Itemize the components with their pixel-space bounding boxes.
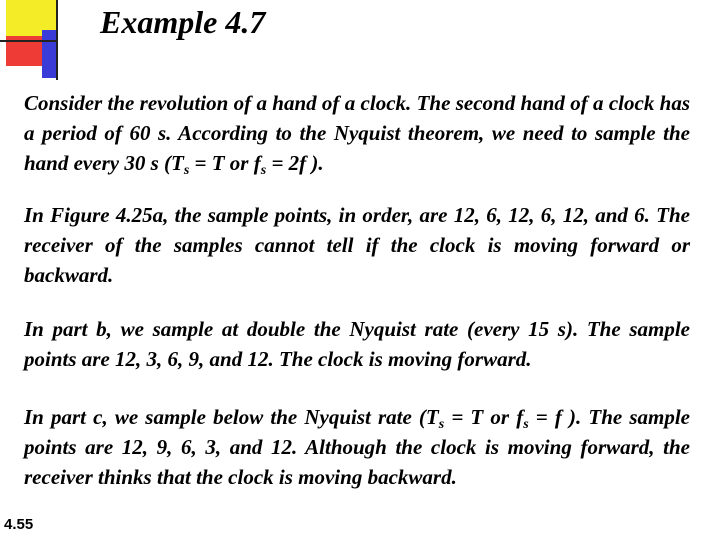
paragraph-part-c: In part c, we sample below the Nyquist rate ($T_s = T$ or $f_s = f$ ). The sample points are 12, 9, 6, 3, and 12. Although the clock is moving forward, the receiver thinks that the clock is moving backward. — [24, 405, 690, 489]
paragraph-clock-period: Consider the revolution of a hand of a clock. The second hand of a clock has a period of 60 s. According to the Nyquist theorem, we need to sample the hand every 30 s ($T_s = T$ or $f_s = 2f$ ). — [24, 91, 690, 178]
decor-horizontal-line — [0, 40, 56, 42]
slide-title: Example 4.7 — [100, 4, 266, 40]
decor-vertical-line — [56, 0, 58, 80]
paragraph-figure-4-25a: In Figure 4.25a, the sample points, in order, are 12, 6, 12, 6, 12, and 6. The receiver of the samples cannot tell if the clock is moving forward or backward. — [24, 203, 690, 287]
paragraph-part-b: In part b, we sample at double the Nyquist rate (every 15 s). The sample points are 12, 3, 6, 9, and 12. The clock is moving forward. — [24, 317, 690, 371]
page-number: 4.55 — [4, 516, 34, 533]
